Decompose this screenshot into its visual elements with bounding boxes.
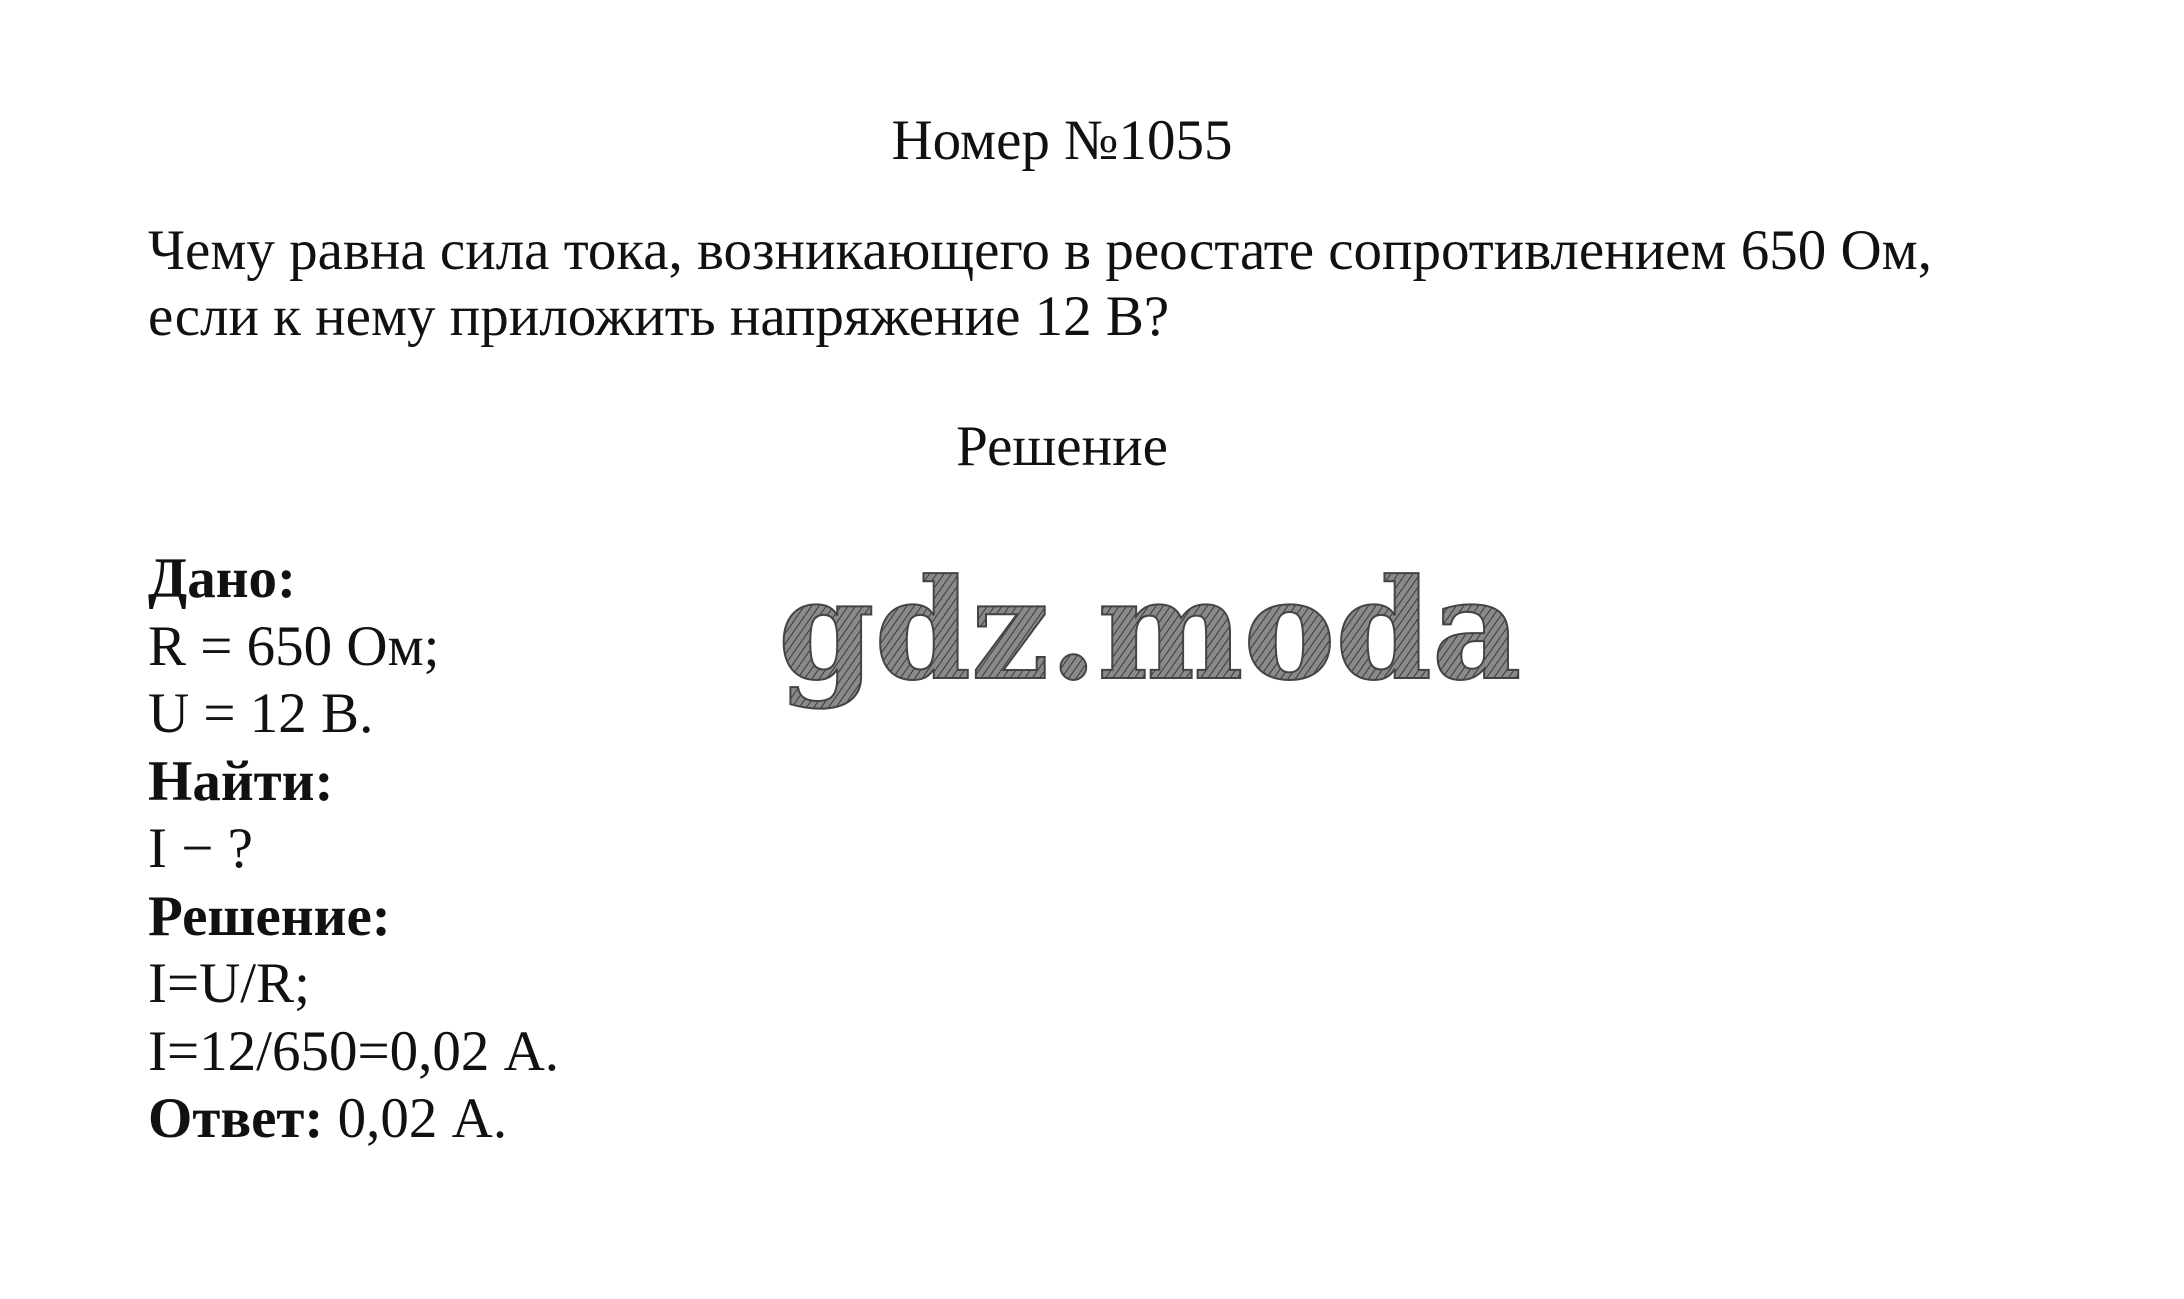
solution-heading: Решение <box>956 415 1168 478</box>
problem-line: Чему равна сила тока, возникающего в реостате сопротивлением 650 Ом, <box>148 219 1932 282</box>
given-item: U = 12 В. <box>148 682 374 745</box>
solution-step: I=U/R; <box>148 952 310 1015</box>
watermark-logo <box>770 548 1522 720</box>
problem-statement <box>148 218 2108 350</box>
solution-body <box>148 545 559 1153</box>
problem-line: если к нему приложить напряжение 12 В? <box>148 285 1170 348</box>
answer-label: Ответ: <box>148 1087 324 1150</box>
find-label: Найти: <box>148 749 334 813</box>
given-item: R = 650 Ом; <box>148 614 440 678</box>
page-title: Номер №1055 <box>891 109 1233 172</box>
solution-step: I=12/650=0,02 А. <box>148 1019 560 1083</box>
find-item: I − ? <box>148 817 253 880</box>
watermark-text: gdz.moda <box>778 548 1522 711</box>
solution-label: Решение: <box>148 884 391 948</box>
given-label: Дано: <box>148 547 297 610</box>
answer-row <box>148 1085 559 1153</box>
answer-value: 0,02 А. <box>323 1087 508 1150</box>
